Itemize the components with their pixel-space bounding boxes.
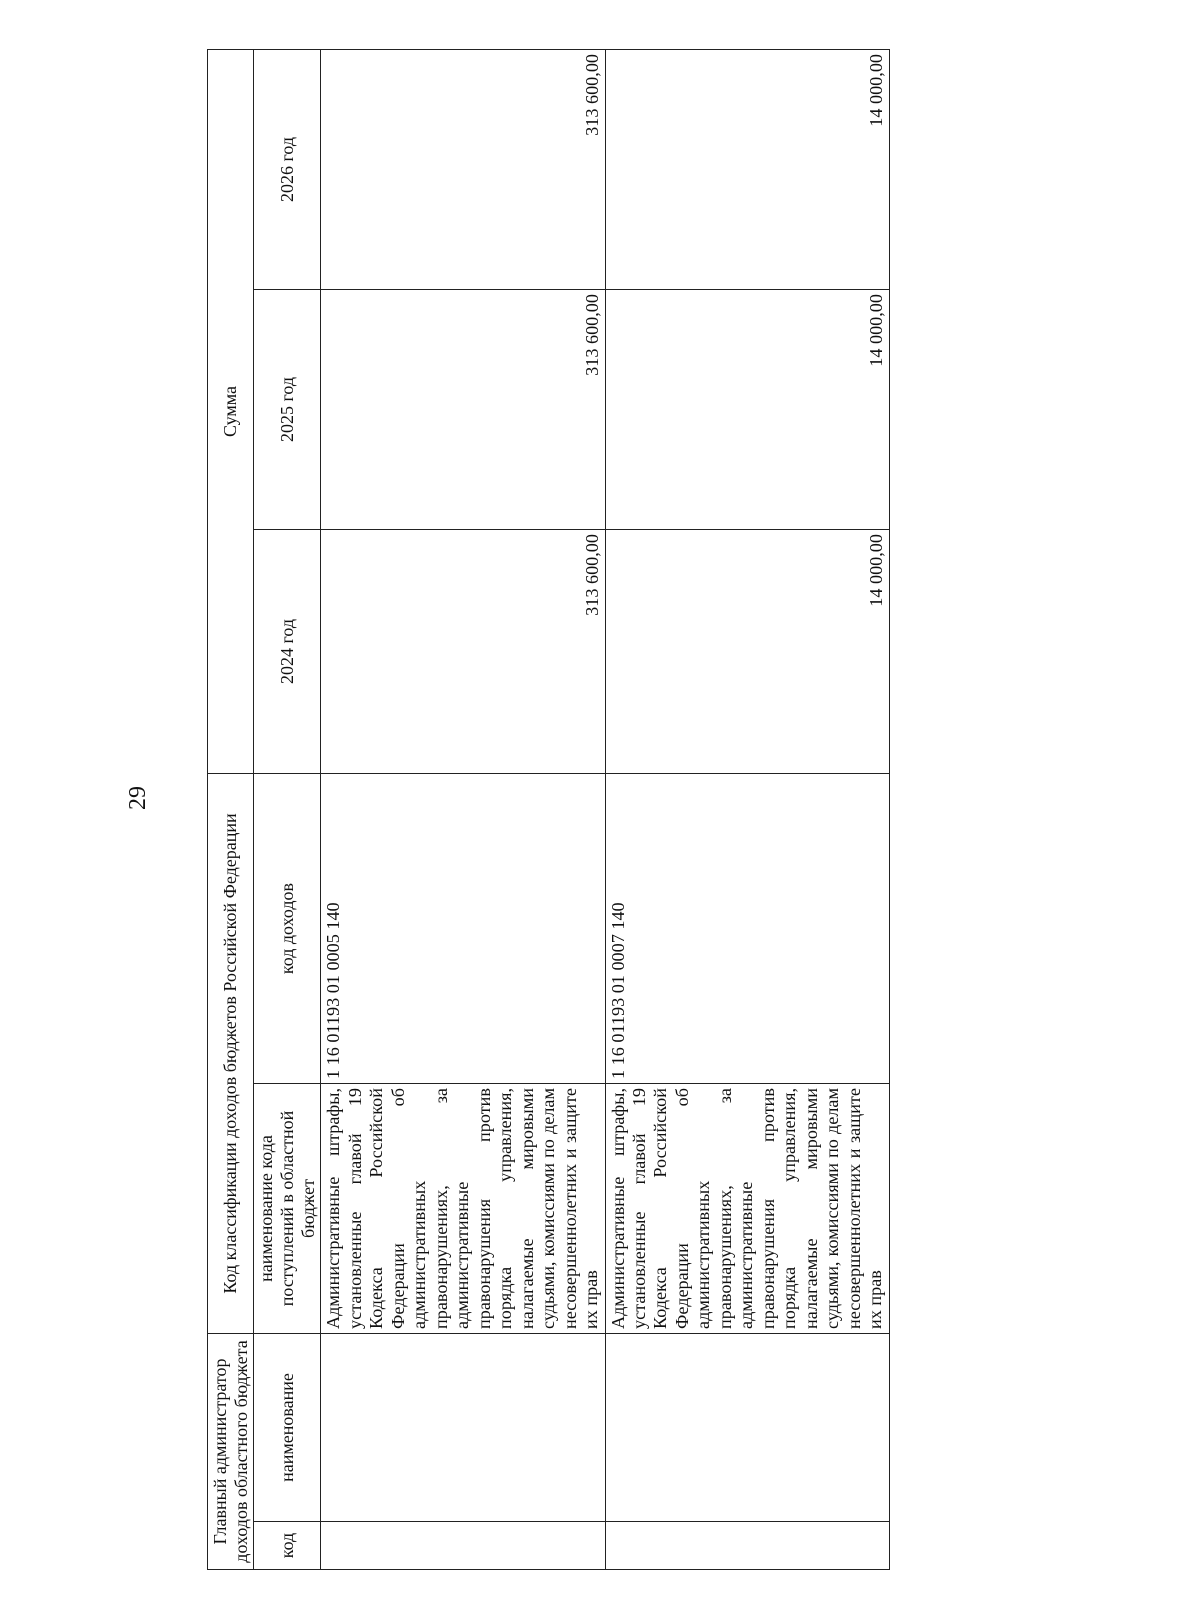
cell-2026: 14 000,00 [605,49,889,289]
cell-kod [321,1522,605,1570]
cell-2025: 14 000,00 [605,290,889,530]
header-row-1 [208,49,254,1569]
header-kod: код [254,1522,321,1570]
cell-2025: 313 600,00 [321,290,605,530]
cell-income-name: Административные штрафы, установленные главой 19 Кодекса Российской Федерации об административных правонарушениях, за административные правонарушения против порядка управления, налагаемые мировыми судьями, комиссиями по делам несовершеннолетних и защите их прав [321,1084,605,1334]
header-naimenovanie: наименование [254,1334,321,1522]
header-2026: 2026 год [254,49,321,289]
cell-2024: 313 600,00 [321,530,605,774]
header-row-2 [254,49,321,1569]
header-income-name: наименование кода поступлений в областной бюджет [254,1084,321,1334]
cell-income-code: 1 16 01193 01 0007 140 [605,774,889,1084]
header-sum-group: Сумма [208,49,254,773]
cell-2024: 14 000,00 [605,530,889,774]
cell-naimenovanie [605,1334,889,1522]
page-number: 29 [125,786,151,810]
cell-naimenovanie [321,1334,605,1522]
header-classification-group: Код классификации доходов бюджетов Российской Федерации [208,774,254,1334]
table-row [605,49,889,1569]
header-2024: 2024 год [254,530,321,774]
cell-2026: 313 600,00 [321,49,605,289]
table-row [321,49,605,1569]
header-admin-group: Главный администратор доходов областного бюджета [208,1334,254,1570]
header-income-code: код доходов [254,774,321,1084]
cell-kod [605,1522,889,1570]
cell-income-name: Административные штрафы, установленные главой 19 Кодекса Российской Федерации об административных правонарушениях, за административные правонарушения против порядка управления, налагаемые мировыми судьями, комиссиями по делам несовершеннолетних и защите их прав [605,1084,889,1334]
budget-income-table [207,49,890,1570]
cell-income-code: 1 16 01193 01 0005 140 [321,774,605,1084]
rotated-table-container [207,50,886,1570]
header-2025: 2025 год [254,290,321,530]
